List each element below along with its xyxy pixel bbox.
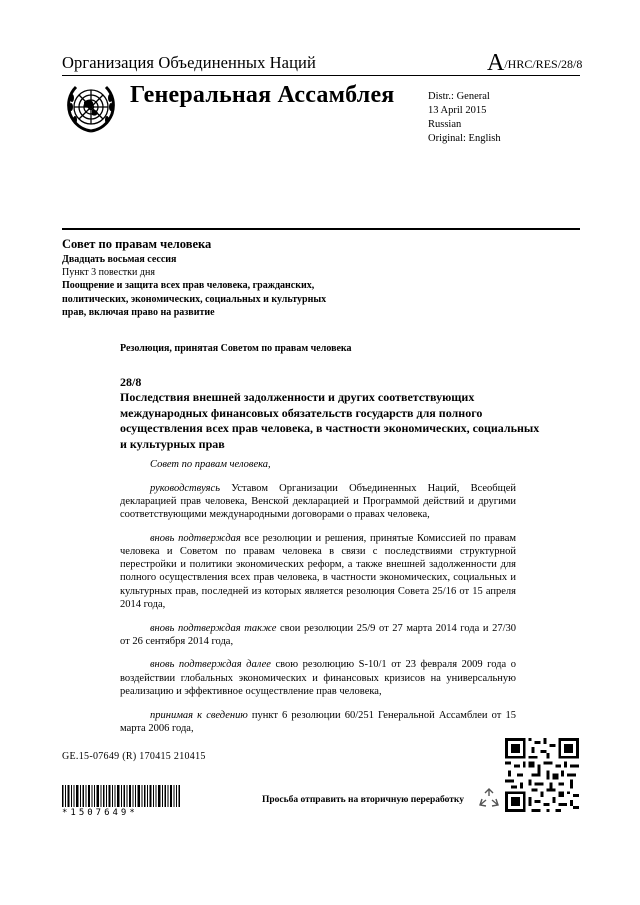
paragraph	[120, 709, 516, 735]
meta-language: Russian	[428, 119, 462, 130]
paragraph-lead: вновь подтверждая также	[150, 622, 277, 634]
paragraph-text: свои резолюции 25/9 от 27 марта 2014 года и 27/30 от 26 сентября 2014 года,	[120, 622, 517, 647]
agenda-title: Поощрение и защита всех прав человека, гражданских, политических, экономических, социальных и культурных прав, включая право на развитие	[62, 280, 327, 318]
meta-date: 13 April 2015	[428, 105, 487, 116]
document-symbol	[487, 51, 582, 75]
adopted-line: Резолюция, принятая Советом по правам человека	[120, 343, 352, 354]
meta-distribution: Distr.: General	[428, 91, 490, 102]
resolution-body	[120, 458, 516, 745]
paragraph-text: все резолюции и решения, принятые Комиссией по правам человека и Советом по правам человека в связи с последствиями структурной перестройки и политики экономических реформ, а также внешней задолженности для полного осуществления всех прав человека, в частности экономических, социальных и культурных прав, последней из которых является резолюция Совета 25/16 от 15 апреля 2014 года,	[120, 532, 516, 610]
organization-name: Организация Объединенных Наций	[62, 53, 316, 72]
symbol-rest: /HRC/RES/28/8	[504, 57, 583, 71]
paragraph	[120, 482, 516, 522]
symbol-letter: A	[487, 50, 505, 76]
recycle-note: Просьба отправить на вторичную переработку	[262, 795, 464, 805]
paragraph-text: пункт 6 резолюции 60/251 Генеральной Ассамблеи от 15 марта 2006 года,	[120, 709, 516, 734]
un-emblem-icon	[62, 80, 120, 138]
qr-code-icon	[505, 738, 579, 812]
paragraph-lead: руководствуясь	[150, 482, 220, 494]
header-rule	[62, 75, 580, 76]
resolution-number: 28/8	[120, 375, 142, 389]
paragraph-lead: вновь подтверждая	[150, 532, 241, 544]
paragraph-lead: принимая к сведению	[150, 709, 248, 721]
paragraph-lead: вновь подтверждая далее	[150, 659, 271, 671]
recycle-icon	[478, 787, 500, 809]
body-name: Генеральная Ассамблея	[130, 82, 395, 108]
job-number: GE.15-07649 (R) 170415 210415	[62, 751, 206, 762]
agenda-item: Пункт 3 повестки дня	[62, 267, 155, 278]
paragraph	[120, 658, 516, 698]
paragraph-text: Уставом Организации Объединенных Наций, Всеобщей декларацией прав человека, Венской декларацией и Программой действий и другими соответствующими международными договорами о правах человека,	[120, 482, 516, 521]
paragraph-text: свою резолюцию S-10/1 от 23 февраля 2009 года о воздействии глобальных экономических и финансовых кризисов на универсальную реализацию и эффективное осуществление прав человека,	[120, 659, 516, 697]
session-title: Двадцать восьмая сессия	[62, 254, 177, 265]
paragraph	[120, 622, 516, 648]
section-rule	[62, 228, 580, 230]
distribution-meta	[428, 90, 501, 146]
council-name: Совет по правам человека	[62, 237, 212, 251]
paragraph	[120, 532, 516, 611]
barcode-icon	[62, 785, 180, 807]
meta-original: Original: English	[428, 133, 501, 144]
barcode-number: *1507649*	[62, 808, 138, 818]
opening-line: Совет по правам человека,	[150, 459, 271, 470]
resolution-title: Последствия внешней задолженности и других соответствующих международных финансовых обязательств государств для полного осуществления всех прав человека, в частности экономических, социальных и культурных прав	[120, 390, 540, 451]
